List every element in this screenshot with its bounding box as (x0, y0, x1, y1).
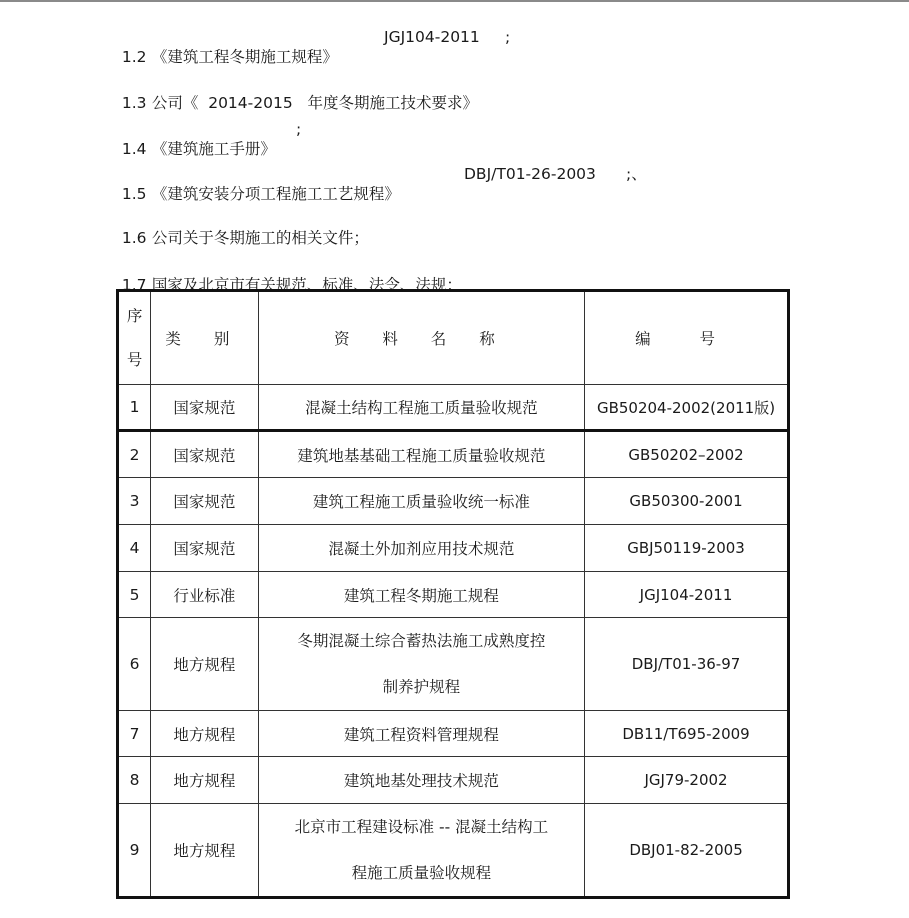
table-row (118, 618, 789, 711)
row-seq: 6 (118, 618, 151, 711)
page-top-border (0, 0, 909, 2)
table-header-row (118, 291, 789, 385)
standards-table (116, 289, 790, 899)
row-name-line2: 制养护规程 (382, 678, 461, 696)
row-code: GB50300-2001 (585, 478, 789, 525)
row-category: 地方规程 (151, 757, 258, 804)
header-code: 编 号 (585, 291, 789, 385)
ref-title: 公司关于冬期施工的相关文件； (151, 229, 369, 247)
ref-title: 《建筑施工手册》 (151, 140, 276, 158)
table-row (118, 757, 789, 804)
row-seq: 5 (118, 572, 151, 618)
ref-line-1-3 (112, 73, 478, 113)
row-name-line1: 北京市工程建设标准 -- 混凝土结构工 (294, 818, 549, 836)
table-row (118, 572, 789, 618)
row-code: GBJ50119-2003 (585, 525, 789, 572)
row-category: 地方规程 (151, 618, 258, 711)
ref-title: 《建筑工程冬期施工规程》 (151, 48, 338, 66)
table-row (118, 525, 789, 572)
row-code: GB50202–2002 (585, 431, 789, 478)
row-seq: 1 (118, 385, 151, 431)
row-name: 建筑地基基础工程施工质量验收规范 (258, 431, 584, 478)
row-name (258, 804, 584, 898)
table-row (118, 478, 789, 525)
row-code: DB11/T695-2009 (585, 711, 789, 757)
row-category: 地方规程 (151, 804, 258, 898)
ref-punct: ; (505, 28, 511, 46)
ref-punct: ;、 (626, 165, 647, 183)
ref-code: JGJ104-2011 (384, 28, 480, 46)
row-seq: 3 (118, 478, 151, 525)
table-row (118, 711, 789, 757)
ref-number: 1.3 (121, 94, 147, 112)
row-name-line2: 程施工质量验收规程 (351, 864, 492, 882)
ref-number: 1.4 (121, 140, 147, 158)
row-category: 国家规范 (151, 385, 258, 431)
row-code: DBJ/T01-36-97 (585, 618, 789, 711)
table-row (118, 385, 789, 431)
ref-punct: ; (296, 120, 302, 138)
row-category: 国家规范 (151, 525, 258, 572)
row-code: DBJ01-82-2005 (585, 804, 789, 898)
ref-number: 1.2 (121, 48, 147, 66)
header-seq-bottom: 号 (126, 351, 143, 369)
row-name: 建筑工程资料管理规程 (258, 711, 584, 757)
row-name: 建筑地基处理技术规范 (258, 757, 584, 804)
table-row (118, 431, 789, 478)
ref-title: 公司《 2014-2015 年度冬期施工技术要求》 (151, 94, 478, 112)
row-seq: 2 (118, 431, 151, 478)
row-name: 混凝土外加剂应用技术规范 (258, 525, 584, 572)
row-code: JGJ104-2011 (585, 572, 789, 618)
row-code: JGJ79-2002 (585, 757, 789, 804)
header-category: 类 别 (151, 291, 258, 385)
header-seq-top: 序 (126, 307, 143, 325)
header-name: 资 料 名 称 (258, 291, 584, 385)
ref-title: 《建筑安装分项工程施工工艺规程》 (151, 185, 400, 203)
row-seq: 7 (118, 711, 151, 757)
ref-number: 1.5 (121, 185, 147, 203)
ref-line-1-6 (112, 208, 369, 248)
row-name-line1: 冬期混凝土综合蓄热法施工成熟度控 (297, 632, 546, 650)
row-code: GB50204-2002(2011版) (585, 385, 789, 431)
row-seq: 9 (118, 804, 151, 898)
row-category: 国家规范 (151, 478, 258, 525)
ref-number: 1.6 (121, 229, 147, 247)
header-seq (118, 291, 151, 385)
table-row (118, 804, 789, 898)
row-name: 建筑工程冬期施工规程 (258, 572, 584, 618)
row-name (258, 618, 584, 711)
ref-title: 国家及北京市有关规范、标准、法令、法规： (151, 276, 462, 294)
row-name: 混凝土结构工程施工质量验收规范 (258, 385, 584, 431)
ref-number: 1.7 (121, 276, 147, 294)
ref-code: DBJ/T01-26-2003 (464, 165, 596, 183)
row-category: 行业标准 (151, 572, 258, 618)
row-category: 地方规程 (151, 711, 258, 757)
row-category: 国家规范 (151, 431, 258, 478)
row-name: 建筑工程施工质量验收统一标准 (258, 478, 584, 525)
row-seq: 4 (118, 525, 151, 572)
row-seq: 8 (118, 757, 151, 804)
